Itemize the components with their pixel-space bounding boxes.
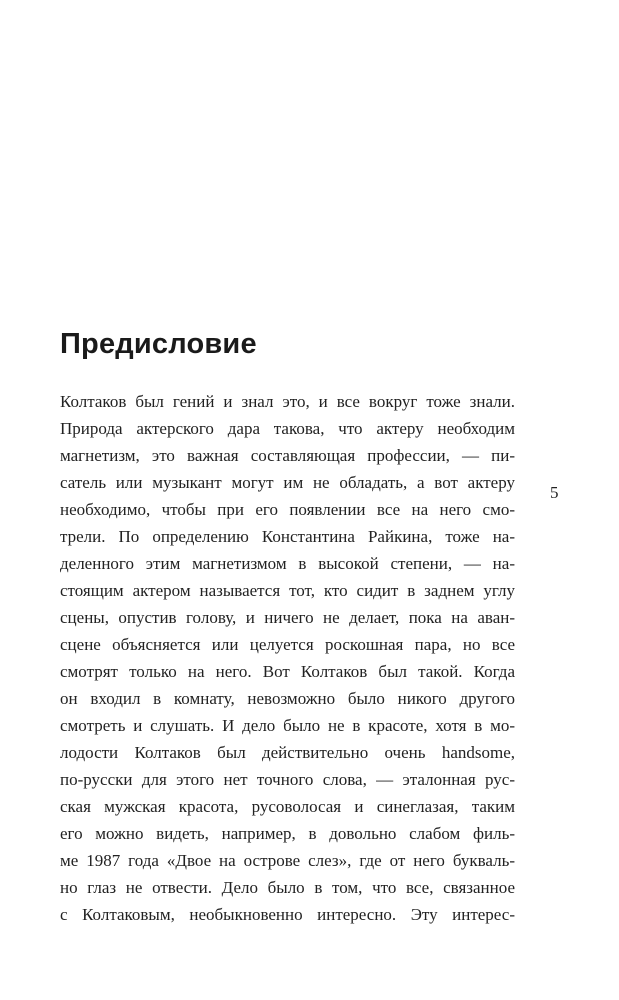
text-line: по-русски для этого нет точного слова, — эталонная рус- <box>60 770 515 789</box>
text-line: его можно видеть, например, в довольно слабом филь- <box>60 824 515 843</box>
text-line: смотреть и слушать. И дело было не в красоте, хотя в мо- <box>60 716 515 735</box>
text-line: лодости Колтаков был действительно очень handsome, <box>60 743 515 762</box>
body-paragraph <box>60 388 515 928</box>
text-line: стоящим актером называется тот, кто сидит в заднем углу <box>60 581 515 600</box>
text-line: сцене объясняется или целуется роскошная пара, но все <box>60 635 515 654</box>
text-line: трели. По определению Константина Райкина, тоже на- <box>60 527 515 546</box>
text-line: Природа актерского дара такова, что актеру необходим <box>60 419 515 438</box>
text-line: необходимо, чтобы при его появлении все на него смо- <box>60 500 515 519</box>
chapter-heading: Предисловие <box>60 328 257 360</box>
text-line: сатель или музыкант могут им не обладать, а вот актеру <box>60 473 515 492</box>
text-line: ме 1987 года «Двое на острове слез», где от него букваль- <box>60 851 515 870</box>
text-line: но глаз не отвести. Дело было в том, что все, связанное <box>60 878 515 897</box>
text-line: с Колтаковым, необыкновенно интересно. Эту интерес- <box>60 905 515 924</box>
text-line: он входил в комнату, невозможно было никого другого <box>60 689 515 708</box>
text-line: Колтаков был гений и знал это, и все вокруг тоже знали. <box>60 392 515 411</box>
text-line: смотрят только на него. Вот Колтаков был такой. Когда <box>60 662 515 681</box>
text-line: магнетизм, это важная составляющая профессии, — пи- <box>60 446 515 465</box>
text-line: деленного этим магнетизмом в высокой степени, — на- <box>60 554 515 573</box>
page-number: 5 <box>550 483 559 502</box>
text-line: сцены, опустив голову, и ничего не делает, пока на аван- <box>60 608 515 627</box>
text-line: ская мужская красота, русоволосая и синеглазая, таким <box>60 797 515 816</box>
